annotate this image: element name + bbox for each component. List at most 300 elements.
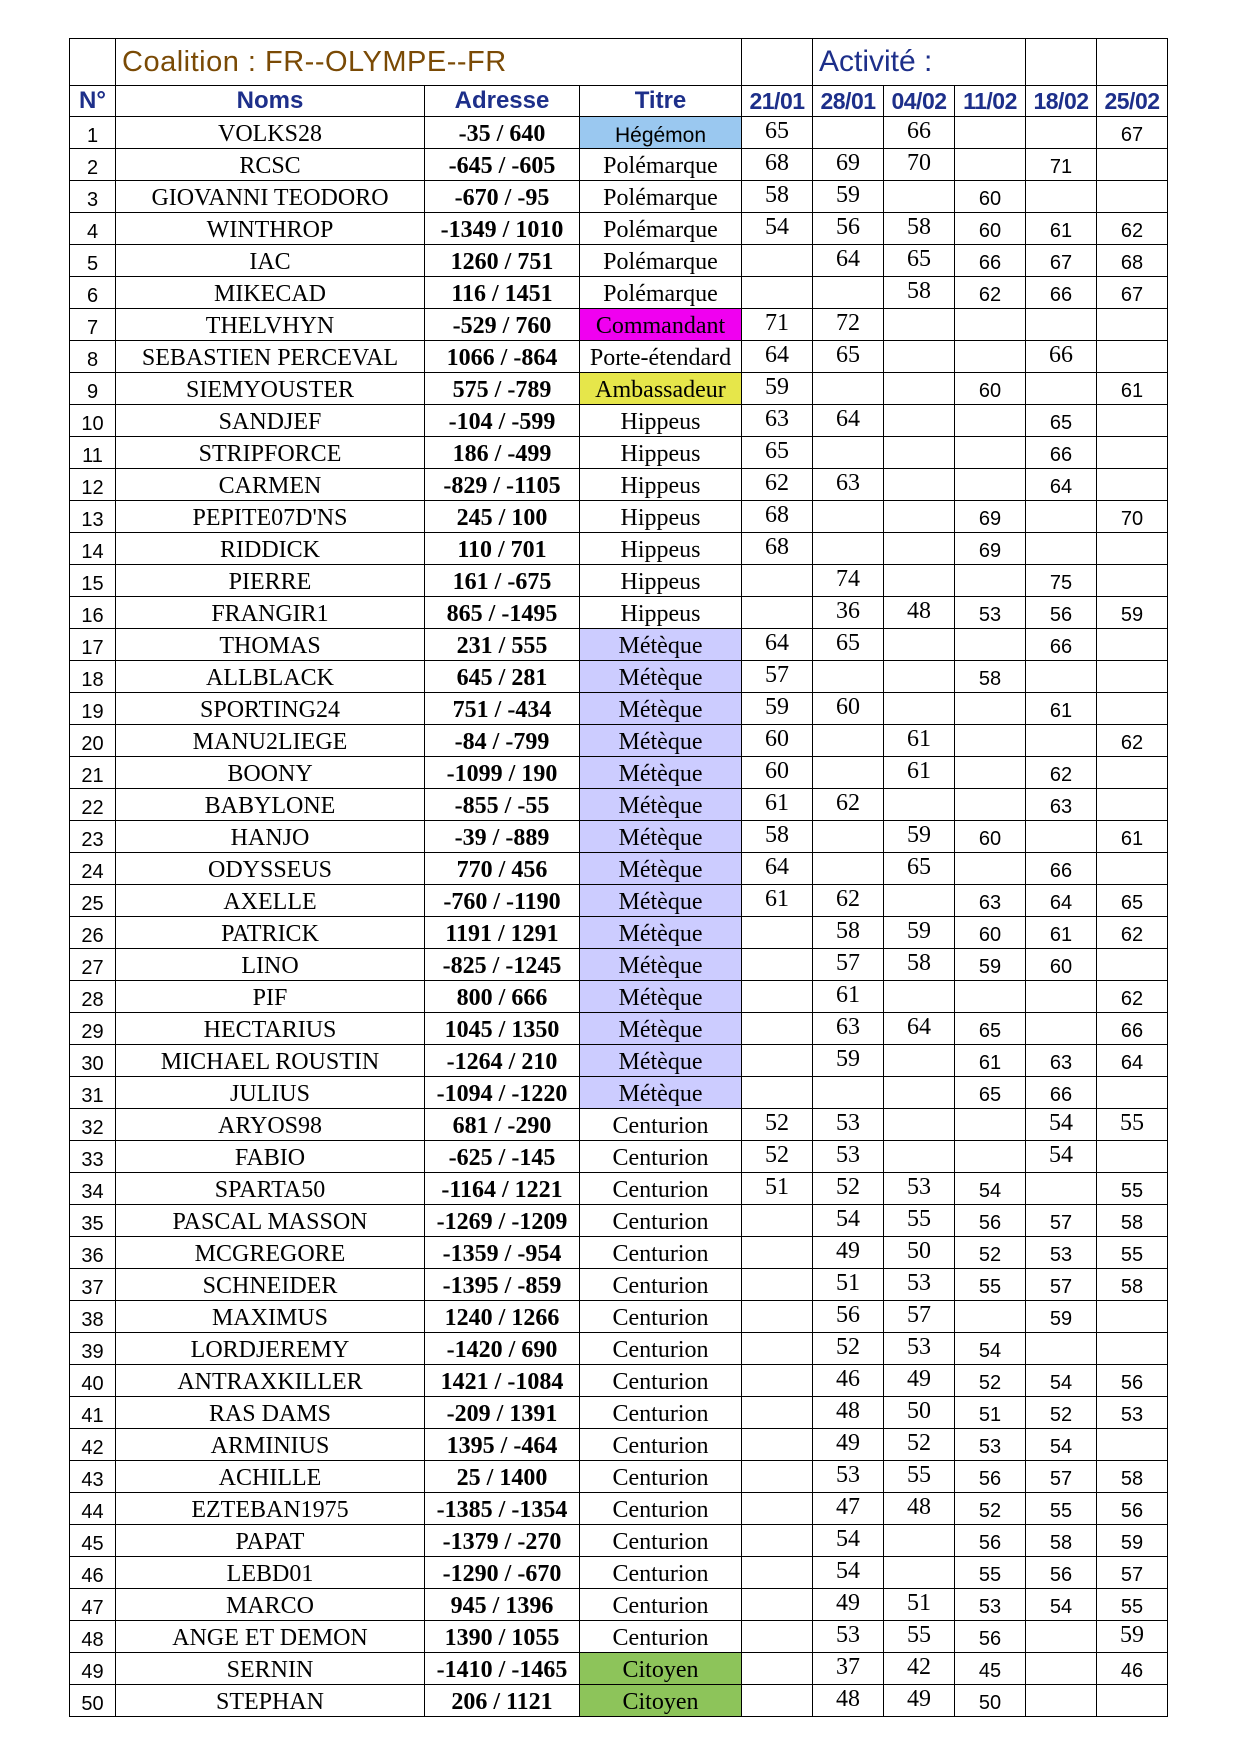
table-row — [70, 501, 1168, 533]
activity-cell: 58 — [813, 917, 884, 949]
activity-cell: 54 — [1026, 1365, 1097, 1397]
activity-cell — [1026, 1173, 1097, 1205]
row-number: 4 — [70, 213, 116, 245]
activity-cell: 49 — [813, 1237, 884, 1269]
table-row — [70, 1045, 1168, 1077]
player-address: -760 / -1190 — [425, 885, 580, 917]
activity-cell — [1026, 373, 1097, 405]
player-title: Métèque — [580, 885, 742, 917]
row-number: 26 — [70, 917, 116, 949]
activity-cell: 59 — [742, 693, 813, 725]
activity-cell: 55 — [884, 1461, 955, 1493]
player-title: Métèque — [580, 693, 742, 725]
table-row — [70, 981, 1168, 1013]
activity-cell — [742, 917, 813, 949]
row-number: 45 — [70, 1525, 116, 1557]
activity-cell — [884, 533, 955, 565]
table-row — [70, 181, 1168, 213]
activity-cell: 52 — [742, 1141, 813, 1173]
header-number: N° — [70, 86, 116, 117]
activity-cell: 60 — [742, 757, 813, 789]
activity-cell: 54 — [813, 1205, 884, 1237]
activity-cell: 60 — [955, 213, 1026, 245]
player-name: IAC — [116, 245, 425, 277]
player-title: Polémarque — [580, 149, 742, 181]
row-number: 32 — [70, 1109, 116, 1141]
table-row — [70, 917, 1168, 949]
player-title: Hippeus — [580, 597, 742, 629]
activity-cell — [955, 1109, 1026, 1141]
header-date: 21/01 — [742, 86, 813, 117]
activity-cell: 63 — [1026, 789, 1097, 821]
activity-cell: 65 — [813, 341, 884, 373]
activity-cell: 54 — [813, 1525, 884, 1557]
activity-cell: 62 — [1097, 917, 1168, 949]
activity-cell: 65 — [742, 437, 813, 469]
activity-cell: 54 — [1026, 1429, 1097, 1461]
table-row — [70, 1077, 1168, 1109]
activity-cell: 65 — [1026, 405, 1097, 437]
activity-cell — [955, 149, 1026, 181]
row-number: 36 — [70, 1237, 116, 1269]
player-title: Métèque — [580, 949, 742, 981]
activity-cell: 59 — [1097, 1525, 1168, 1557]
player-title: Polémarque — [580, 245, 742, 277]
row-number: 28 — [70, 981, 116, 1013]
row-number: 25 — [70, 885, 116, 917]
activity-cell: 60 — [813, 693, 884, 725]
activity-cell — [1026, 181, 1097, 213]
activity-cell — [955, 789, 1026, 821]
activity-cell — [742, 277, 813, 309]
player-name: PIF — [116, 981, 425, 1013]
activity-cell: 59 — [1026, 1301, 1097, 1333]
activity-cell — [955, 469, 1026, 501]
activity-cell: 62 — [1097, 981, 1168, 1013]
activity-cell — [742, 1365, 813, 1397]
player-title: Centurion — [580, 1269, 742, 1301]
activity-cell — [1026, 1013, 1097, 1045]
table-row — [70, 533, 1168, 565]
player-title: Centurion — [580, 1173, 742, 1205]
row-number: 40 — [70, 1365, 116, 1397]
activity-cell: 50 — [955, 1685, 1026, 1717]
activity-cell: 52 — [813, 1173, 884, 1205]
player-address: 1066 / -864 — [425, 341, 580, 373]
activity-cell: 58 — [884, 277, 955, 309]
table-row — [70, 1205, 1168, 1237]
player-address: 751 / -434 — [425, 693, 580, 725]
activity-cell: 53 — [884, 1269, 955, 1301]
activity-cell: 74 — [813, 565, 884, 597]
activity-cell — [742, 1653, 813, 1685]
activity-cell — [955, 725, 1026, 757]
activity-cell — [955, 693, 1026, 725]
player-address: 1240 / 1266 — [425, 1301, 580, 1333]
player-title: Centurion — [580, 1621, 742, 1653]
table-row — [70, 1493, 1168, 1525]
player-name: SIEMYOUSTER — [116, 373, 425, 405]
activity-cell: 46 — [1097, 1653, 1168, 1685]
activity-cell: 57 — [1097, 1557, 1168, 1589]
player-title: Métèque — [580, 821, 742, 853]
row-number: 34 — [70, 1173, 116, 1205]
activity-cell: 53 — [1026, 1237, 1097, 1269]
activity-cell — [1097, 693, 1168, 725]
activity-cell — [1097, 1429, 1168, 1461]
activity-cell: 46 — [813, 1365, 884, 1397]
activity-cell — [813, 661, 884, 693]
player-title: Centurion — [580, 1525, 742, 1557]
title-spacer-cell — [1097, 39, 1168, 86]
activity-cell — [884, 661, 955, 693]
row-number: 19 — [70, 693, 116, 725]
activity-cell — [1097, 181, 1168, 213]
activity-cell — [813, 821, 884, 853]
player-name: SPARTA50 — [116, 1173, 425, 1205]
activity-cell: 58 — [742, 181, 813, 213]
activity-cell — [1097, 469, 1168, 501]
row-number: 13 — [70, 501, 116, 533]
activity-cell — [955, 437, 1026, 469]
player-address: -1290 / -670 — [425, 1557, 580, 1589]
activity-cell — [884, 1109, 955, 1141]
activity-cell: 48 — [884, 1493, 955, 1525]
activity-cell: 72 — [813, 309, 884, 341]
activity-cell: 61 — [742, 885, 813, 917]
activity-cell — [1026, 309, 1097, 341]
activity-cell: 62 — [1097, 725, 1168, 757]
activity-cell: 49 — [884, 1365, 955, 1397]
activity-cell: 54 — [1026, 1141, 1097, 1173]
activity-cell — [884, 789, 955, 821]
activity-cell: 60 — [955, 181, 1026, 213]
activity-cell — [742, 1269, 813, 1301]
activity-cell: 55 — [1097, 1589, 1168, 1621]
row-number: 44 — [70, 1493, 116, 1525]
activity-cell — [1097, 341, 1168, 373]
activity-cell: 63 — [742, 405, 813, 437]
table-row — [70, 1685, 1168, 1717]
table-row — [70, 1301, 1168, 1333]
activity-cell — [742, 1685, 813, 1717]
player-name: MANU2LIEGE — [116, 725, 425, 757]
player-name: PEPITE07D'NS — [116, 501, 425, 533]
player-title: Polémarque — [580, 213, 742, 245]
player-name: EZTEBAN1975 — [116, 1493, 425, 1525]
activity-cell: 71 — [742, 309, 813, 341]
player-title: Commandant — [580, 309, 742, 341]
activity-cell — [742, 1525, 813, 1557]
player-address: -645 / -605 — [425, 149, 580, 181]
activity-cell — [1097, 1333, 1168, 1365]
player-title: Porte-étendard — [580, 341, 742, 373]
activity-cell: 59 — [742, 373, 813, 405]
table-row — [70, 1365, 1168, 1397]
activity-cell: 67 — [1097, 277, 1168, 309]
activity-cell: 61 — [955, 1045, 1026, 1077]
activity-cell: 50 — [884, 1397, 955, 1429]
table-row — [70, 1397, 1168, 1429]
activity-cell: 64 — [1097, 1045, 1168, 1077]
activity-cell — [1026, 501, 1097, 533]
activity-cell: 42 — [884, 1653, 955, 1685]
activity-cell: 52 — [955, 1365, 1026, 1397]
player-name: WINTHROP — [116, 213, 425, 245]
player-name: THELVHYN — [116, 309, 425, 341]
activity-cell: 62 — [1097, 213, 1168, 245]
activity-cell — [1097, 533, 1168, 565]
player-address: -1164 / 1221 — [425, 1173, 580, 1205]
activity-cell — [1026, 117, 1097, 149]
row-number: 6 — [70, 277, 116, 309]
activity-cell — [742, 565, 813, 597]
row-number: 20 — [70, 725, 116, 757]
activity-cell: 61 — [1026, 917, 1097, 949]
activity-cell: 65 — [884, 853, 955, 885]
table-row — [70, 597, 1168, 629]
activity-cell — [1097, 661, 1168, 693]
player-address: -1379 / -270 — [425, 1525, 580, 1557]
activity-cell — [955, 341, 1026, 373]
activity-cell: 60 — [955, 821, 1026, 853]
activity-cell: 66 — [884, 117, 955, 149]
player-name: HECTARIUS — [116, 1013, 425, 1045]
activity-cell — [742, 1557, 813, 1589]
player-name: THOMAS — [116, 629, 425, 661]
activity-title: Activité : — [813, 39, 1026, 86]
player-address: 206 / 1121 — [425, 1685, 580, 1717]
player-name: PAPAT — [116, 1525, 425, 1557]
player-name: JULIUS — [116, 1077, 425, 1109]
activity-cell — [742, 1429, 813, 1461]
player-name: HANJO — [116, 821, 425, 853]
activity-cell: 55 — [1097, 1237, 1168, 1269]
player-address: 1045 / 1350 — [425, 1013, 580, 1045]
activity-cell — [884, 1045, 955, 1077]
activity-cell — [742, 1333, 813, 1365]
row-number: 46 — [70, 1557, 116, 1589]
table-row — [70, 1269, 1168, 1301]
table-row — [70, 437, 1168, 469]
activity-cell: 49 — [813, 1589, 884, 1621]
activity-cell: 51 — [742, 1173, 813, 1205]
activity-cell: 56 — [955, 1525, 1026, 1557]
activity-cell: 63 — [955, 885, 1026, 917]
header-names: Noms — [116, 86, 425, 117]
player-title: Polémarque — [580, 181, 742, 213]
activity-cell: 68 — [742, 501, 813, 533]
table-row — [70, 1525, 1168, 1557]
activity-cell: 59 — [955, 949, 1026, 981]
player-address: 186 / -499 — [425, 437, 580, 469]
activity-cell — [1026, 661, 1097, 693]
activity-cell — [955, 1301, 1026, 1333]
player-name: VOLKS28 — [116, 117, 425, 149]
activity-cell: 52 — [742, 1109, 813, 1141]
activity-cell — [955, 1141, 1026, 1173]
table-row — [70, 149, 1168, 181]
activity-cell — [884, 1525, 955, 1557]
table-row — [70, 789, 1168, 821]
activity-cell — [955, 117, 1026, 149]
row-number: 21 — [70, 757, 116, 789]
player-address: -829 / -1105 — [425, 469, 580, 501]
activity-cell: 64 — [742, 629, 813, 661]
player-name: SERNIN — [116, 1653, 425, 1685]
activity-cell — [1097, 405, 1168, 437]
table-row — [70, 565, 1168, 597]
player-title: Hégémon — [580, 117, 742, 149]
table-row — [70, 1653, 1168, 1685]
activity-cell: 68 — [742, 149, 813, 181]
activity-cell: 65 — [742, 117, 813, 149]
corner-cell — [70, 39, 116, 86]
player-name: SPORTING24 — [116, 693, 425, 725]
activity-cell — [955, 981, 1026, 1013]
activity-cell: 59 — [813, 1045, 884, 1077]
activity-cell: 65 — [1097, 885, 1168, 917]
player-address: 1390 / 1055 — [425, 1621, 580, 1653]
activity-cell: 51 — [884, 1589, 955, 1621]
table-row — [70, 629, 1168, 661]
player-address: -529 / 760 — [425, 309, 580, 341]
player-title: Métèque — [580, 789, 742, 821]
activity-cell: 56 — [1026, 1557, 1097, 1589]
player-title: Métèque — [580, 725, 742, 757]
player-address: 1421 / -1084 — [425, 1365, 580, 1397]
row-number: 18 — [70, 661, 116, 693]
player-name: MICHAEL ROUSTIN — [116, 1045, 425, 1077]
activity-cell: 75 — [1026, 565, 1097, 597]
activity-cell: 52 — [884, 1429, 955, 1461]
player-address: -39 / -889 — [425, 821, 580, 853]
player-name: RAS DAMS — [116, 1397, 425, 1429]
activity-cell — [1097, 565, 1168, 597]
table-row — [70, 309, 1168, 341]
player-address: 110 / 701 — [425, 533, 580, 565]
player-address: -84 / -799 — [425, 725, 580, 757]
table-row — [70, 693, 1168, 725]
player-name: LINO — [116, 949, 425, 981]
activity-cell: 57 — [813, 949, 884, 981]
activity-cell: 55 — [955, 1557, 1026, 1589]
activity-cell — [742, 1237, 813, 1269]
activity-cell: 66 — [1026, 437, 1097, 469]
row-number: 33 — [70, 1141, 116, 1173]
table-row — [70, 821, 1168, 853]
player-address: -670 / -95 — [425, 181, 580, 213]
activity-cell — [884, 405, 955, 437]
row-number: 24 — [70, 853, 116, 885]
activity-cell: 52 — [955, 1493, 1026, 1525]
activity-cell — [1097, 757, 1168, 789]
activity-cell — [1026, 1333, 1097, 1365]
player-name: STEPHAN — [116, 1685, 425, 1717]
activity-cell: 49 — [813, 1429, 884, 1461]
player-address: -625 / -145 — [425, 1141, 580, 1173]
activity-cell — [884, 1077, 955, 1109]
title-row — [70, 39, 1168, 86]
activity-cell: 67 — [1026, 245, 1097, 277]
row-number: 5 — [70, 245, 116, 277]
table-row — [70, 373, 1168, 405]
row-number: 27 — [70, 949, 116, 981]
row-number: 14 — [70, 533, 116, 565]
table-row — [70, 1557, 1168, 1589]
activity-cell: 54 — [955, 1333, 1026, 1365]
row-number: 49 — [70, 1653, 116, 1685]
activity-cell — [742, 981, 813, 1013]
activity-cell — [1097, 1141, 1168, 1173]
player-title: Métèque — [580, 1077, 742, 1109]
activity-cell — [1097, 949, 1168, 981]
activity-cell — [813, 277, 884, 309]
activity-cell — [1026, 1685, 1097, 1717]
activity-cell: 58 — [1097, 1461, 1168, 1493]
activity-cell: 61 — [1026, 213, 1097, 245]
table-row — [70, 1013, 1168, 1045]
player-name: MARCO — [116, 1589, 425, 1621]
activity-cell — [1097, 853, 1168, 885]
table-row — [70, 885, 1168, 917]
activity-cell — [884, 885, 955, 917]
player-name: PATRICK — [116, 917, 425, 949]
activity-cell: 62 — [955, 277, 1026, 309]
player-name: BOONY — [116, 757, 425, 789]
player-title: Centurion — [580, 1109, 742, 1141]
activity-cell — [955, 405, 1026, 437]
activity-cell — [1026, 725, 1097, 757]
activity-cell — [884, 981, 955, 1013]
activity-cell — [742, 949, 813, 981]
player-address: 161 / -675 — [425, 565, 580, 597]
table-row — [70, 661, 1168, 693]
player-address: -1349 / 1010 — [425, 213, 580, 245]
activity-cell: 63 — [1026, 1045, 1097, 1077]
activity-cell: 56 — [813, 1301, 884, 1333]
activity-cell: 56 — [1026, 597, 1097, 629]
header-date: 04/02 — [884, 86, 955, 117]
activity-cell: 51 — [813, 1269, 884, 1301]
player-name: ODYSSEUS — [116, 853, 425, 885]
activity-cell — [884, 1141, 955, 1173]
activity-cell: 65 — [955, 1077, 1026, 1109]
player-address: -825 / -1245 — [425, 949, 580, 981]
activity-cell: 65 — [813, 629, 884, 661]
row-number: 11 — [70, 437, 116, 469]
player-title: Centurion — [580, 1429, 742, 1461]
activity-cell: 65 — [884, 245, 955, 277]
player-name: MCGREGORE — [116, 1237, 425, 1269]
activity-cell: 69 — [813, 149, 884, 181]
activity-cell: 55 — [955, 1269, 1026, 1301]
row-number: 41 — [70, 1397, 116, 1429]
player-address: -1264 / 210 — [425, 1045, 580, 1077]
player-name: PIERRE — [116, 565, 425, 597]
activity-cell: 58 — [884, 213, 955, 245]
activity-cell: 55 — [1097, 1173, 1168, 1205]
table-row — [70, 949, 1168, 981]
table-row — [70, 213, 1168, 245]
player-title: Ambassadeur — [580, 373, 742, 405]
header-date: 11/02 — [955, 86, 1026, 117]
activity-cell — [1026, 1653, 1097, 1685]
player-name: LORDJEREMY — [116, 1333, 425, 1365]
player-address: -855 / -55 — [425, 789, 580, 821]
title-spacer-cell — [1026, 39, 1097, 86]
activity-cell: 54 — [813, 1557, 884, 1589]
